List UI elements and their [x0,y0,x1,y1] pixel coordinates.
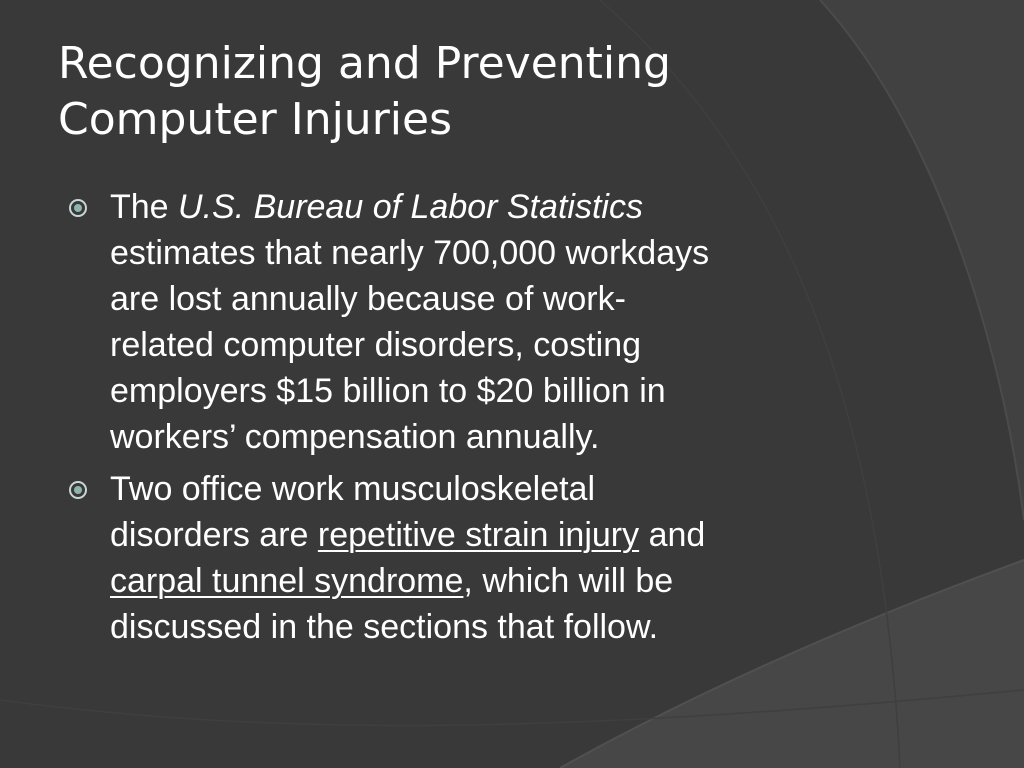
bullet-line: Two office work musculoskeletal [110,470,596,508]
ring-bullet-icon [68,480,88,500]
title-line-1: Recognizing and Preventing [58,38,671,89]
agency-name: U.S. Bureau of Labor Statistics [178,188,643,226]
bullet-line: estimates that nearly 700,000 workdays [110,234,710,272]
title-line-2: Computer Injuries [58,94,453,145]
slide-title [58,36,958,148]
ring-bullet-icon [68,198,88,218]
bullet-line: discussed in the sections that follow. [110,608,659,646]
bullet-line [110,184,868,230]
bullet-line: workers’ compensation annually. [110,418,600,456]
bullet-list [68,184,868,656]
link-repetitive-strain-injury[interactable]: repetitive strain injury [317,516,640,554]
text-which-will-be: , which will be [463,562,674,600]
text-disorders-are: disorders are [110,516,318,554]
text-and: and [639,516,706,554]
link-carpal-tunnel-syndrome[interactable]: carpal tunnel syndrome [110,562,464,600]
bullet-line [110,558,868,604]
bullet-item-bls [68,184,868,460]
bullet-line: related computer disorders, costing [110,326,642,364]
bullet-line: are lost annually because of work- [110,280,626,318]
bullet-line [110,512,868,558]
bullet-item-disorders [68,466,868,650]
bullet-line: employers $15 billion to $20 billion in [110,372,666,410]
text-the: The [110,188,179,226]
